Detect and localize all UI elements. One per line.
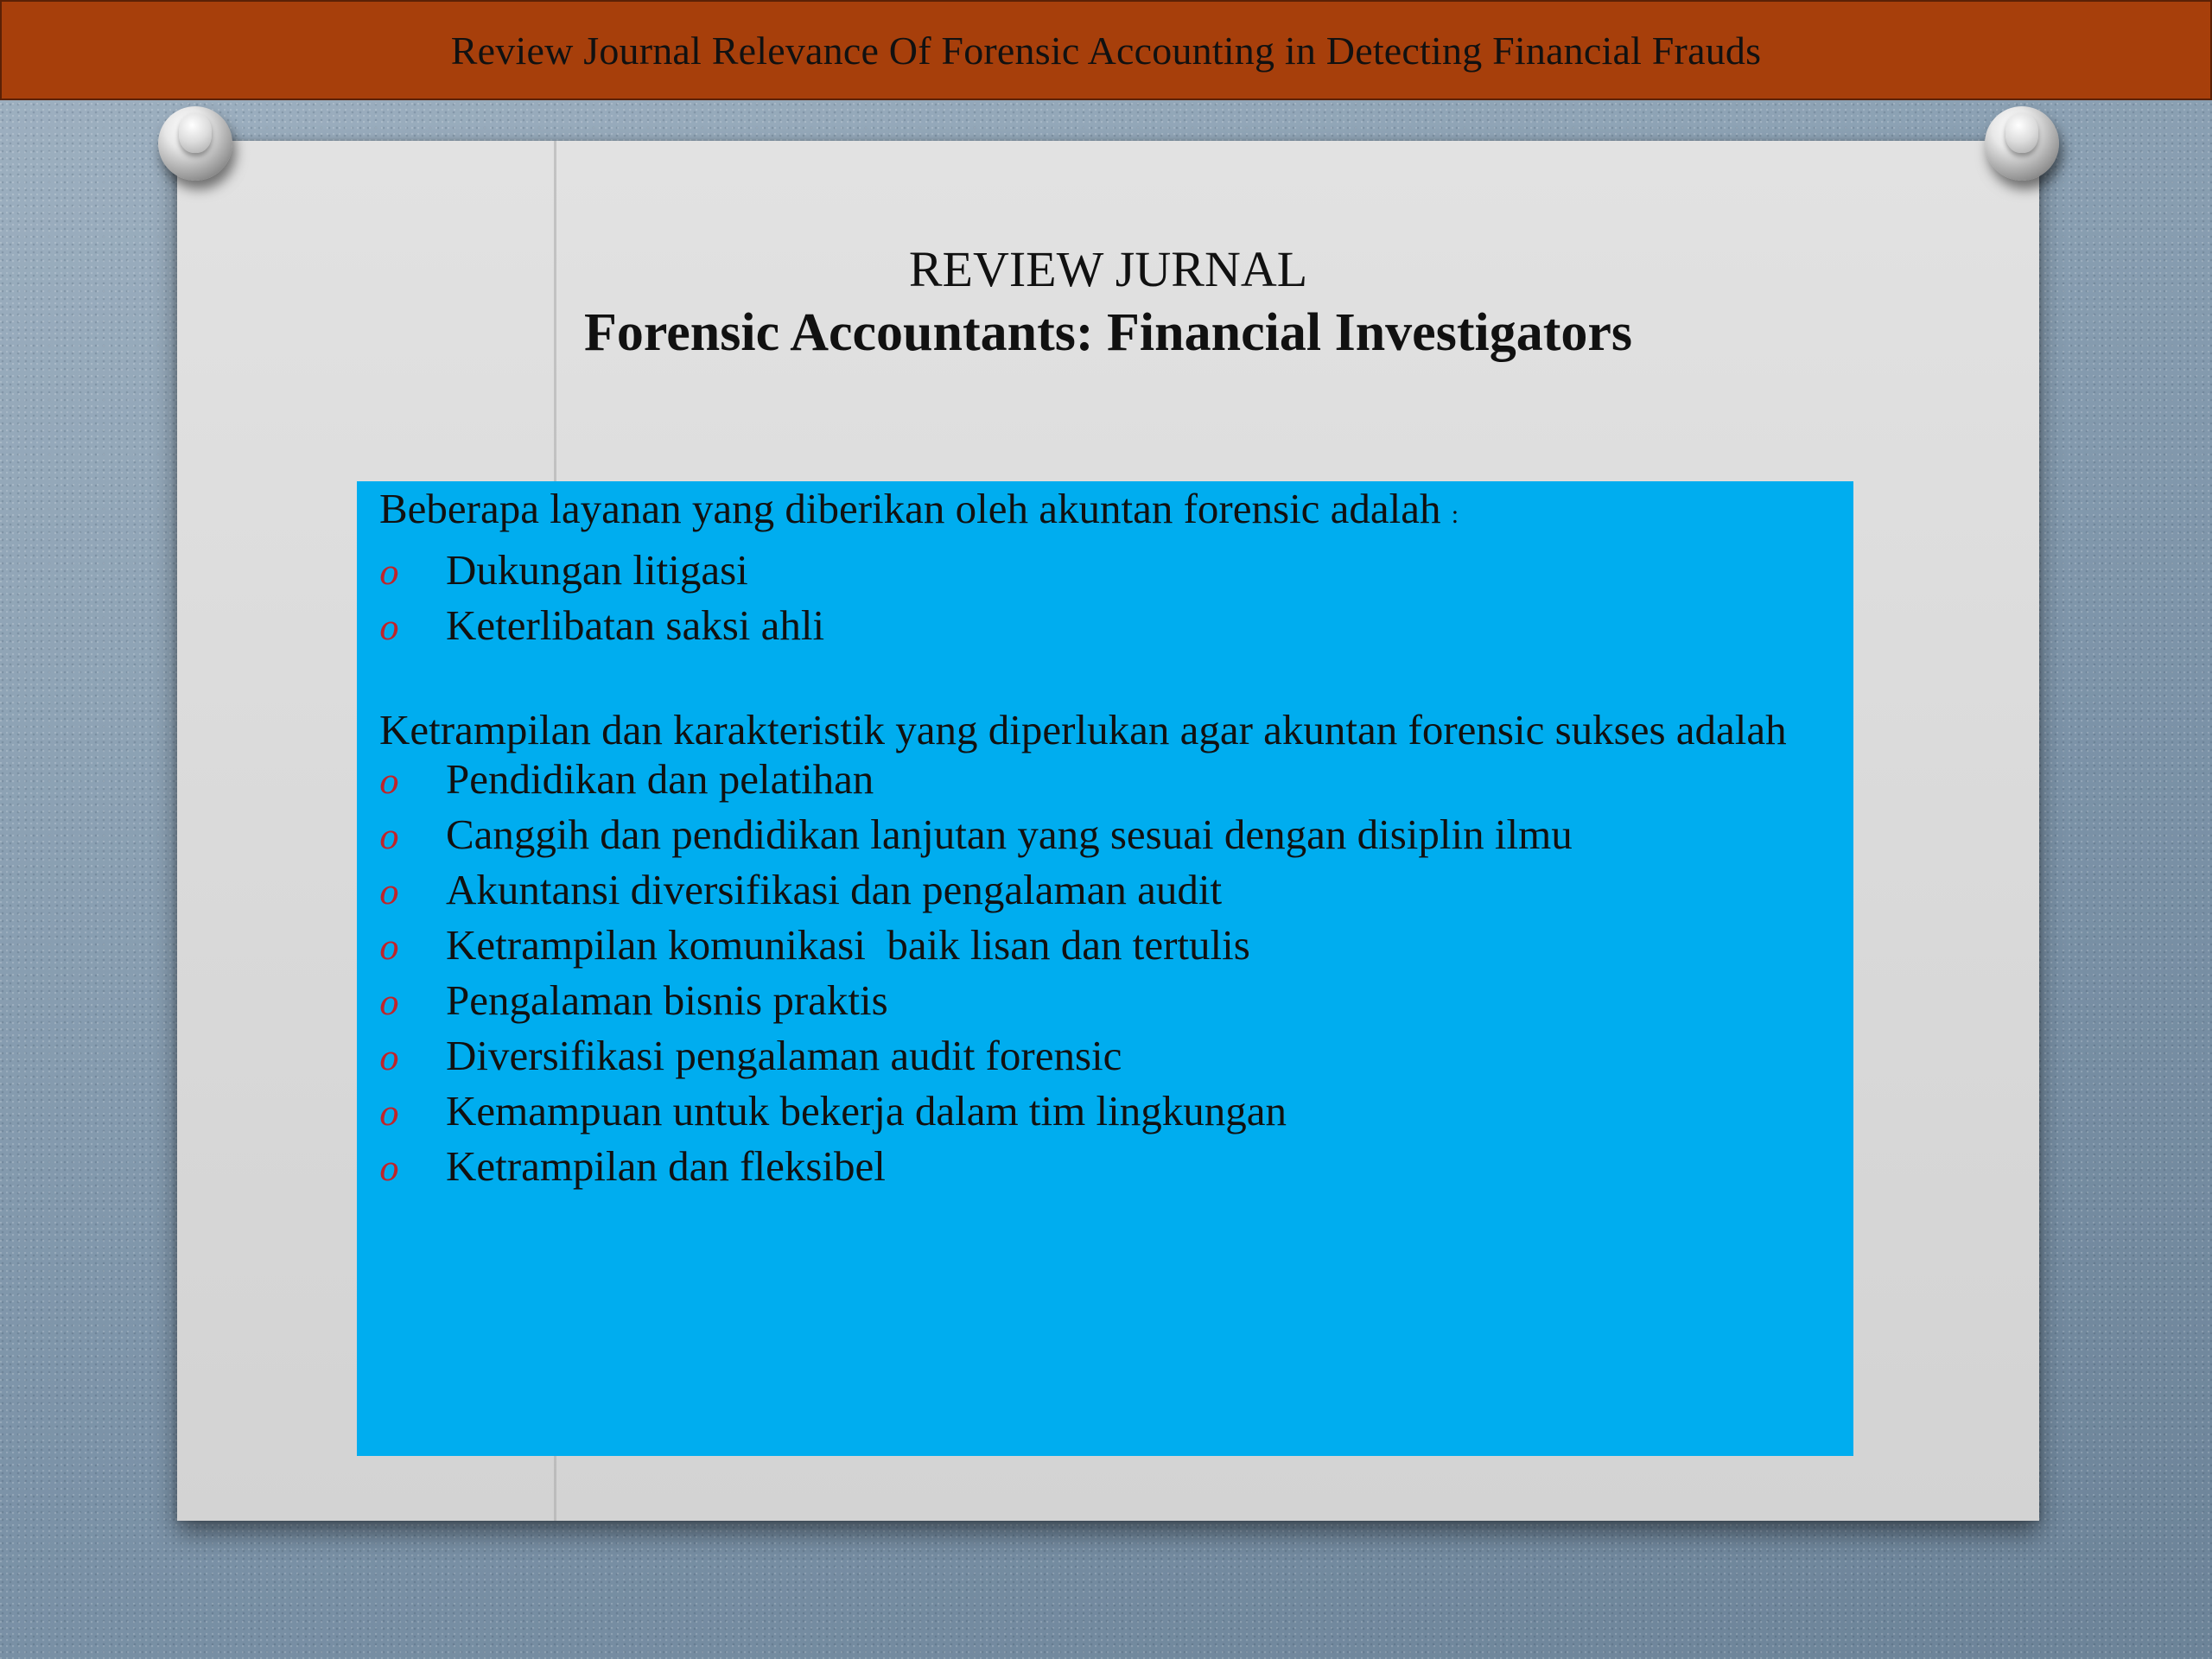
banner-title: Review Journal Relevance Of Forensic Accounting in Detecting Financial Frauds [450,28,1762,73]
bullet-icon: o [379,1095,399,1133]
list-item-text: Canggih dan pendidikan lanjutan yang sesuai dengan disiplin ilmu [446,810,1573,858]
list-item [379,918,1833,973]
skills-list [379,752,1833,1194]
bullet-icon: o [379,818,399,856]
bullet-icon: o [379,1039,399,1077]
content-box [357,481,1853,1456]
services-list [379,543,1833,653]
list-item-text: Ketrampilan dan fleksibel [446,1142,886,1190]
list-item [379,598,1833,653]
bullet-icon: o [379,929,399,967]
list-item-text: Dukungan litigasi [446,546,748,594]
list-item-text: Diversifikasi pengalaman audit forensic [446,1032,1122,1079]
list-item [379,543,1833,598]
title-banner [0,0,2212,100]
list-item-text: Pendidikan dan pelatihan [446,755,874,803]
thumbtack-icon [1985,106,2059,181]
thumbtack-icon [158,106,232,181]
services-intro [379,481,1833,543]
bullet-icon: o [379,1150,399,1188]
list-item-text: Akuntansi diversifikasi dan pengalaman audit [446,866,1223,913]
list-item-text: Keterlibatan saksi ahli [446,601,825,649]
list-item-text: Kemampuan untuk bekerja dalam tim lingkungan [446,1087,1287,1135]
list-item [379,973,1833,1028]
skills-intro: Ketrampilan dan karakteristik yang diperlukan agar akuntan forensic sukses adalah [379,706,1787,753]
bullet-icon: o [379,609,399,647]
bullet-icon: o [379,763,399,801]
bullet-icon: o [379,984,399,1022]
services-intro-text: Beberapa layanan yang diberikan oleh akuntan forensic adalah [379,485,1441,532]
list-item [379,1139,1833,1194]
bullet-icon: o [379,874,399,912]
list-item [379,1084,1833,1139]
list-item [379,752,1833,807]
slide-subheading: Forensic Accountants: Financial Investigators [584,303,1632,362]
bullet-icon: o [379,554,399,592]
list-item [379,1028,1833,1084]
services-intro-colon: : [1451,500,1459,529]
list-item-text: Pengalaman bisnis praktis [446,976,888,1024]
list-item [379,862,1833,918]
slide-heading: REVIEW JURNAL [908,241,1308,297]
list-item [379,807,1833,862]
list-item-text: Ketrampilan komunikasi baik lisan dan tertulis [446,921,1250,969]
